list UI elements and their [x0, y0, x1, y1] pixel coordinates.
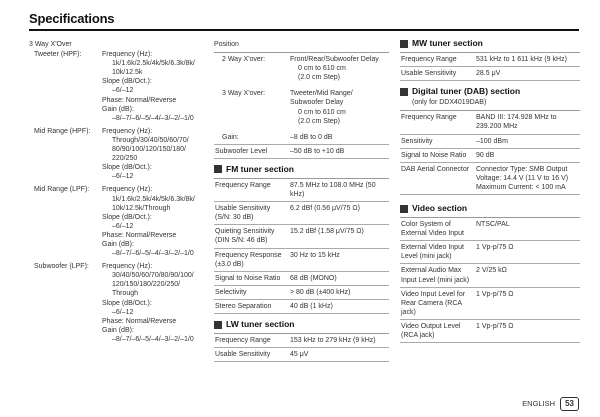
spec-value: 30 Hz to 15 kHz: [290, 248, 389, 271]
table-row: [214, 202, 389, 225]
dab-spec-table: [400, 111, 580, 195]
spec-label: Sensitivity: [400, 134, 476, 148]
crossover-row: [29, 127, 207, 182]
spec-label: Frequency Range: [400, 53, 476, 67]
spec-value: Connector Type: SMB Output Voltage: 14.4 V (11 V to 16 V) Maximum Current: < 100 mA: [476, 162, 580, 194]
fm-section-title: FM tuner section: [226, 163, 295, 174]
crossover-spec-line: Gain (dB):: [102, 105, 134, 113]
section-square-icon: [214, 321, 222, 329]
crossover-spec-line: Phase: Normal/Reverse: [102, 96, 177, 104]
spec-value: BAND III: 174.928 MHz to 239.200 MHz: [476, 111, 580, 134]
position-value: [290, 55, 379, 82]
crossover-spec-line: Frequency (Hz):: [102, 51, 153, 59]
crossover-specs: [102, 50, 207, 123]
position-row: [214, 87, 389, 127]
spec-label: Quieting Sensitivity (DIN S/N: 46 dB): [214, 225, 290, 248]
fm-spec-table: [214, 179, 389, 314]
table-row: [214, 145, 389, 159]
position-value: [290, 133, 332, 142]
spec-label: Frequency Range: [400, 111, 476, 134]
dab-section-title: Digital tuner (DAB) section: [412, 86, 521, 97]
spec-value: 45 μV: [290, 348, 389, 362]
title-rule: [29, 29, 579, 31]
spec-label: Video Input Level for Rear Camera (RCA jack): [400, 287, 476, 319]
dab-section-heading: [400, 86, 580, 97]
table-row: [400, 53, 580, 67]
lw-section-heading: [214, 319, 389, 330]
spec-label: Frequency Response (±3.0 dB): [214, 248, 290, 271]
crossover-spec-line: Gain (dB):: [102, 240, 134, 248]
position-heading: Position: [214, 41, 239, 48]
footer-language: ENGLISH: [522, 398, 556, 408]
spec-label: Frequency Range: [214, 334, 290, 348]
table-row: [400, 162, 580, 194]
spec-value: 153 kHz to 279 kHz (9 kHz): [290, 334, 389, 348]
spec-label: DAB Aerial Connector: [400, 162, 476, 194]
section-square-icon: [400, 88, 408, 96]
spec-label: External Video Input Level (mini jack): [400, 241, 476, 264]
table-row: [214, 285, 389, 299]
spec-label: Usable Sensitivity (S/N: 30 dB): [214, 202, 290, 225]
crossover-name: Subwoofer (LPF):: [34, 263, 89, 271]
spec-value: 1 Vp-p/75 Ω: [476, 241, 580, 264]
crossover-name: Mid Range (LPF):: [34, 186, 90, 194]
table-row: [214, 248, 389, 271]
crossover-spec-line: Slope (dB/Oct.):: [102, 164, 152, 172]
mw-section-title: MW tuner section: [412, 38, 483, 48]
table-row: [214, 225, 389, 248]
spec-value: 68 dB (MONO): [290, 271, 389, 285]
table-row: [214, 179, 389, 202]
crossover-spec-line: Through/30/40/50/60/70/: [112, 136, 189, 144]
spec-label: Frequency Range: [214, 179, 290, 202]
page-footer: [522, 397, 579, 411]
position-label: 3 Way X'over:: [222, 90, 266, 98]
spec-label: Video Output Level (RCA jack): [400, 319, 476, 342]
spec-value: 28.5 μV: [476, 67, 580, 81]
fm-section-heading: [214, 164, 389, 175]
crossover-spec-line: 1k/1.6k/2.5k/4k/5k/6.3k/8k/: [112, 60, 195, 68]
section-square-icon: [400, 205, 408, 213]
section-square-icon: [400, 40, 408, 48]
crossover-name: Mid Range (HPF):: [34, 127, 91, 135]
page-number: 53: [560, 397, 579, 411]
crossover-specs: [102, 262, 207, 344]
mw-section-heading: [400, 38, 580, 49]
right-column: [400, 38, 580, 343]
spec-value: 1 Vp-p/75 Ω: [476, 287, 580, 319]
position-value-line: (2.0 cm Step): [298, 74, 341, 82]
spec-label: Usable Sensitivity: [214, 348, 290, 362]
crossover-spec-line: –6/–12: [112, 87, 134, 95]
spec-label: Usable Sensitivity: [400, 67, 476, 81]
crossover-spec-line: Frequency (Hz):: [102, 127, 153, 135]
table-row: [400, 134, 580, 148]
position-label: 2 Way X'over:: [222, 56, 266, 64]
crossover-specs: [102, 127, 207, 182]
position-value-line: Front/Rear/Subwoofer Delay: [290, 56, 379, 64]
crossover-column: [29, 40, 207, 348]
crossover-spec-line: –8/–7/–6/–5/–4/–3/–2/–1/0: [112, 250, 194, 258]
crossover-spec-line: Gain (dB):: [102, 326, 134, 334]
crossover-spec-line: 80/90/100/120/150/180/: [112, 146, 186, 154]
crossover-spec-line: Slope (dB/Oct.):: [102, 213, 152, 221]
spec-value: 40 dB (1 kHz): [290, 299, 389, 313]
crossover-spec-line: 30/40/50/60/70/80/90/100/: [112, 272, 194, 280]
table-row: [400, 218, 580, 241]
spec-label: Signal to Noise Ratio: [400, 148, 476, 162]
spec-value: NTSC/PAL: [476, 218, 580, 241]
lw-section-title: LW tuner section: [226, 319, 295, 330]
table-row: [214, 334, 389, 348]
crossover-rows: [29, 50, 207, 344]
spec-label: Color System of External Video Input: [400, 218, 476, 241]
position-value-line: (2.0 cm Step): [298, 117, 341, 125]
table-row: [400, 287, 580, 319]
page-title: Specifications: [29, 11, 115, 26]
subwoofer-level-table: [214, 145, 389, 159]
table-row: [400, 241, 580, 264]
crossover-name: Tweeter (HPF):: [34, 51, 82, 59]
spec-value: 6.2 dBf (0.56 μV/75 Ω): [290, 202, 389, 225]
crossover-spec-line: –8/–7/–6/–5/–4/–3/–2/–1/0: [112, 114, 194, 122]
crossover-spec-line: 120/150/180/220/250/: [112, 281, 181, 289]
crossover-spec-line: –6/–12: [112, 308, 134, 316]
position-rows: [214, 53, 389, 145]
table-row: [400, 264, 580, 287]
position-row: [214, 53, 389, 84]
crossover-spec-line: –6/–12: [112, 222, 134, 230]
crossover-spec-line: –6/–12: [112, 173, 134, 181]
table-row: [214, 299, 389, 313]
position-value-line: Tweeter/Mid Range/: [290, 90, 353, 98]
position-value: [290, 89, 353, 125]
table-row: [214, 348, 389, 362]
section-square-icon: [214, 165, 222, 173]
spec-value: 2 V/25 kΩ: [476, 264, 580, 287]
crossover-row: [29, 50, 207, 123]
video-spec-table: [400, 218, 580, 343]
dab-section-subtitle: (only for DDX4019DAB): [412, 99, 487, 107]
position-value-line: –8 dB to 0 dB: [290, 133, 333, 141]
spec-value: 531 kHz to 1 611 kHz (9 kHz): [476, 53, 580, 67]
position-value-line: 0 cm to 610 cm: [298, 65, 346, 73]
video-section-title: Video section: [412, 203, 468, 214]
spec-value: 87.5 MHz to 108.0 MHz (50 kHz): [290, 179, 389, 202]
spec-value: 1 Vp-p/75 Ω: [476, 319, 580, 342]
table-row: [400, 67, 580, 81]
crossover-spec-line: –8/–7/–6/–5/–4/–3/–2/–1/0: [112, 335, 194, 343]
spec-value: 15.2 dBf (1.58 μV/75 Ω): [290, 225, 389, 248]
crossover-spec-line: 10k/12.5k: [112, 69, 143, 77]
crossover-heading: 3 Way X'Over: [29, 41, 72, 48]
spec-label: External Audio Max Input Level (mini jack): [400, 264, 476, 287]
crossover-row: [29, 262, 207, 344]
lw-spec-table: [214, 334, 389, 362]
spec-value: –100 dBm: [476, 134, 580, 148]
crossover-spec-line: Frequency (Hz):: [102, 186, 153, 194]
position-row: [214, 131, 389, 145]
crossover-spec-line: Frequency (Hz):: [102, 263, 153, 271]
spec-value: > 80 dB (±400 kHz): [290, 285, 389, 299]
crossover-spec-line: Through: [112, 290, 139, 298]
crossover-spec-line: 220/250: [112, 155, 138, 163]
crossover-specs: [102, 185, 207, 258]
crossover-row: [29, 185, 207, 258]
spec-label: Selectivity: [214, 285, 290, 299]
crossover-spec-line: 10k/12.5k/Through: [112, 204, 171, 212]
crossover-spec-line: Phase: Normal/Reverse: [102, 317, 177, 325]
middle-column: [214, 40, 389, 362]
mw-spec-table: [400, 53, 580, 81]
table-row: [400, 148, 580, 162]
crossover-spec-line: 1k/1.6k/2.5k/4k/5k/6.3k/8k/: [112, 195, 195, 203]
spec-label: Stereo Separation: [214, 299, 290, 313]
position-value-line: 0 cm to 610 cm: [298, 108, 346, 116]
spec-value: 90 dB: [476, 148, 580, 162]
spec-label: Signal to Noise Ratio: [214, 271, 290, 285]
crossover-spec-line: Phase: Normal/Reverse: [102, 231, 177, 239]
table-row: [214, 271, 389, 285]
table-row: [400, 111, 580, 134]
crossover-spec-line: Slope (dB/Oct.):: [102, 78, 152, 86]
spec-value: –50 dB to +10 dB: [290, 145, 389, 159]
crossover-spec-line: Slope (dB/Oct.):: [102, 299, 152, 307]
position-label: Gain:: [222, 133, 239, 141]
spec-label: Subwoofer Level: [214, 145, 290, 159]
table-row: [400, 319, 580, 342]
video-section-heading: [400, 203, 580, 214]
position-value-line: Subwoofer Delay: [290, 99, 344, 107]
